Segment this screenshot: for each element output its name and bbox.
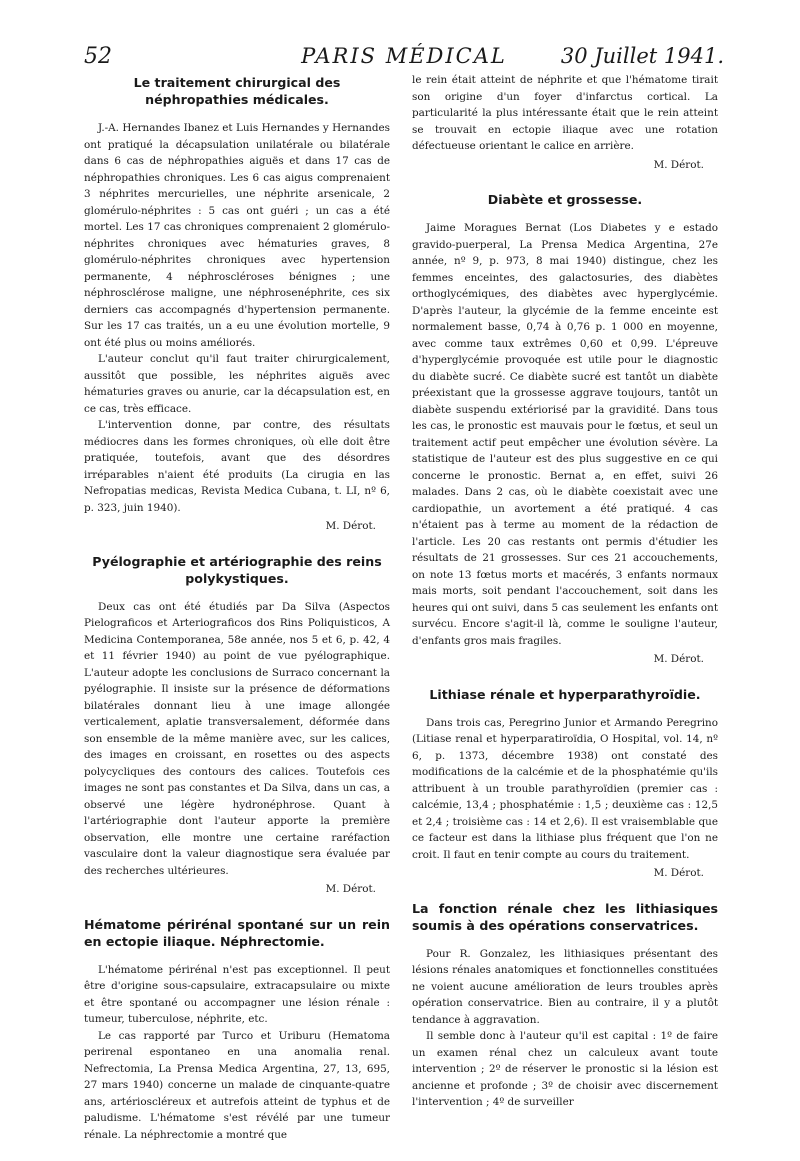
article-paragraph: Pour R. Gonzalez, les lithiasiques présentant des lésions rénales anatomiques et fonctionnelles constituées ne voient aucune amélioration de leurs troubles après opération conservatrice. Bien au contraire, il y a plutôt tendance à aggravation. [412,947,718,1026]
article-paragraph: J.-A. Hernandes Ibanez et Luis Hernandes y Hernandes ont pratiqué la décapsulation unilatérale ou bilatérale dans 6 cas de néphropathies aiguës et dans 17 cas de néphropathies chroniques. Les 6 cas aigus comprenaient 3 néphrites mercurielles, une néphrite arsenicale, 2 glomérulo-néphrites : 5 cas ont guéri ; un cas a été mortel. Les 17 cas chroniques comprenaient 2 glomérulo-néphrites chroniques avec hématuries graves, 8 glomérulo-néphrites chroniques avec hypertension permanente, 4 néphroscléroses bénignes ; une néphrosclérose maligne, une néphrosenéphrite, ces six derniers cas accompagnés d'hypertension permanente. Sur les 17 cas traités, un a eu une évolution mortelle, 9 ont été plus ou moins améliorés. [84,122,390,349]
article-heading: Diabète et grossesse. [487,192,643,207]
article-lithiase [412,686,718,882]
article-heading: Hématome périrénal spontané sur un rein en ectopie iliaque. Néphrectomie. [84,916,390,949]
article-fonction-renale [412,900,718,1111]
article-signature: M. Dérot. [653,867,704,879]
article-signature: M. Dérot. [653,653,704,665]
issue-date: 30 Juillet 1941. [560,44,724,68]
article-hematome [84,916,390,1144]
article-paragraph: Jaime Moragues Bernat (Los Diabetes y e estado gravido-puerperal, La Prensa Medica Argentina, 27e année, nº 9, p. 973, 8 mai 1940) distingue, chez les femmes enceintes, des galactosuries, des diabètes orthoglycémiques, des diabètes avec hyperglycémie. D'après l'auteur, la glycémie de la femme enceinte est normalement basse, 0,74 à 0,76 p. 1 000 en moyenne, avec comme taux extrêmes 0,60 et 0,99. L'épreuve d'hyperglycémie provoquée est utile pour le diagnostic du diabète sucré. Ce diabète sucré est tantôt un diabète préexistant que la grossesse aggrave toujours, tantôt un diabète suspendu extériorisé par la gravidité. Dans tous les cas, le pronostic est mauvais pour le fœtus, et seul un traitement actif peut empêcher une évolution sévère. La statistique de l'auteur est des plus suggestive en ce qui concerne le pronostic. Bernat a, en effet, suivi 26 malades. Dans 2 cas, où le diabète coexistait avec une cardiopathie, un avortement a été pratiqué. 4 cas n'étaient pas à terme au moment de la rédaction de l'article. Les 20 cas restants ont permis d'étudier les résultats de 21 grossesses. Sur ces 21 accouchements, on note 13 fœtus morts et macérés, 3 enfants normaux mais morts, soit pendant l'accouchement, soit dans les heures qui ont suivi, dans 5 cas seulement les enfants ont survécu. Encore s'agit-il là, comme le souligne l'auteur, d'enfants gros mais fragiles. [412,222,718,647]
article-diabete [412,191,718,668]
article-heading: Lithiase rénale et hyperparathyroïdie. [429,686,701,702]
page-number: 52 [84,44,112,69]
right-column [412,72,718,1129]
article-paragraph: Dans trois cas, Peregrino Junior et Armando Peregrino (Litiase renal et hyperparatiroïdia, O Hospital, vol. 14, nº 6, p. 1373, décembre 1938) ont constaté des modifications de la calcémie et de la phosphatémie qu'ils attribuent à un trouble parathyroïdien (premier cas : calcémie, 13,4 ; phosphatémie : 1,5 ; deuxième cas : 12,5 et 2,4 ; troisième cas : 14 et 2,6). Il est vraisemblable que ce facteur est dans la lithiase plus fréquent que l'on ne croit. Il faut en tenir compte au cours du traitement. [412,716,718,861]
journal-title: PARIS MÉDICAL [301,44,507,68]
article-paragraph: Deux cas ont été étudiés par Da Silva (Aspectos Pielograficos et Arteriograficos dos Rins Poliquisticos, A Medicina Contemporanea, 58e année, nos 5 et 6, p. 42, 4 et 11 février 1940) au point de vue pyélographique. L'auteur adopte les conclusions de Surraco concernant la pyélographie. Il insiste sur la présence de déformations bilatérales donnant lieu à une image allongée verticalement, aplatie transversalement, déformée dans son ensemble de la même manière avec, sur les calices, des images en croissant, en rosettes ou des aspects polycycliques des contours des calices. Toutefois ces images ne sont pas constantes et Da Silva, dans un cas, a observé une légère hydronéphrose. Quant à l'artériographie dont l'auteur apporte la première observation, elle montre une certaine raréfaction vasculaire dont la valeur diagnostique sera évaluée par des recherches ultérieures. [84,600,390,877]
article-paragraph: Il semble donc à l'auteur qu'il est capital : 1º de faire un examen rénal chez un calculeux avant toute intervention ; 2º de réserver le pronostic si la lésion est ancienne et profonde ; 3º de choisir avec discernement l'intervention ; 4º de surveiller [412,1030,718,1108]
left-column [84,72,390,1161]
article-signature: M. Dérot. [325,883,376,895]
article-signature: M. Dérot. [325,520,376,532]
article-pyelographie [84,553,390,898]
page-header [84,40,724,72]
article-paragraph: Le cas rapporté par Turco et Uriburu (Hematoma perirenal espontaneo en una anomalia renal. Nefrectomia, La Prensa Medica Argentina, 27, 13, 695, 27 mars 1940) concerne un malade de cinquante-quatre ans, artérioscléreux et autrefois atteint de typhus et de paludisme. L'hématome s'est révélé par une tumeur rénale. La néphrectomie a montré que [84,1029,390,1141]
article-heading: La fonction rénale chez les lithiasiques soumis à des opérations conservatrices. [412,900,718,933]
article-hematome-continued [412,72,718,173]
article-paragraph: L'auteur conclut qu'il faut traiter chirurgicalement, aussitôt que possible, les néphrites aiguës avec hématuries graves ou anurie, car la décapsulation est, en ce cas, très efficace. [84,353,390,415]
article-heading: Le traitement chirurgical des néphropathies médicales. [133,75,341,107]
article-paragraph: L'intervention donne, par contre, des résultats médiocres dans les formes chroniques, où elle doit être pratiquée, toutefois, avant que des désordres irréparables n'aient été produits (La cirugia en las Nefropatias medicas, Revista Medica Cubana, t. LI, nº 6, p. 323, juin 1940). [84,419,390,514]
article-paragraph: L'hématome périrénal n'est pas exceptionnel. Il peut être d'origine sous-capsulaire, extracapsulaire ou mixte et être spontané ou accompagner une lésion rénale : tumeur, tuberculose, néphrite, etc. [84,963,390,1025]
article-paragraph: le rein était atteint de néphrite et que l'hématome tirait son origine d'un foyer d'infarctus cortical. La particularité la plus intéressante était que le rein atteint se trouvait en ectopie iliaque avec une rotation défectueuse orientant le calice en arrière. [412,74,718,152]
article-signature: M. Dérot. [653,158,704,171]
article-heading: Pyélographie et artériographie des reins polykystiques. [92,553,382,586]
article-nephropathies [84,74,390,535]
